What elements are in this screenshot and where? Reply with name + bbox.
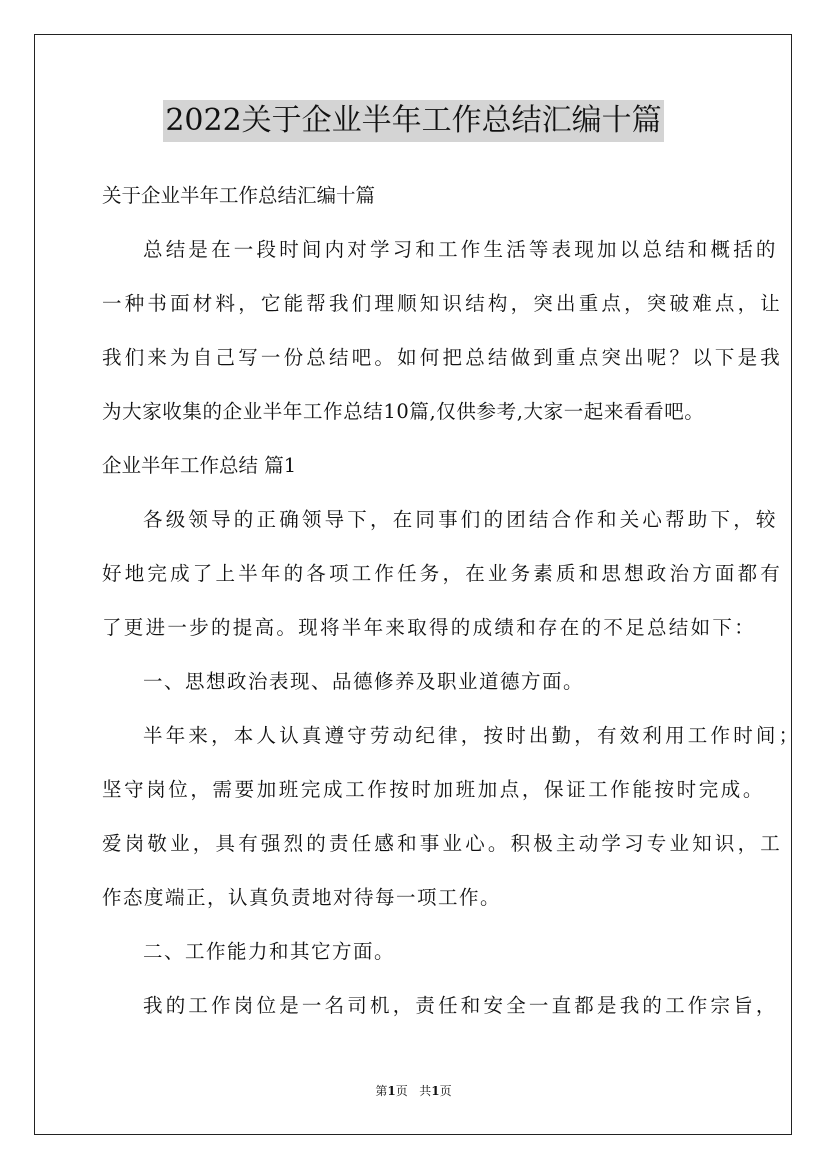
- paragraph-line: 半年来，本人认真遵守劳动纪律，按时出勤，有效利用工作时间；: [143, 724, 802, 747]
- page-prefix: 第: [375, 1084, 388, 1098]
- paragraph-line: 了更进一步的提高。现将半年来取得的成绩和存在的不足总结如下：: [102, 616, 757, 639]
- paragraph-line: 作态度端正，认真负责地对待每一项工作。: [102, 886, 502, 909]
- paragraph-line: 总结是在一段时间内对学习和工作生活等表现加以总结和概括的: [143, 238, 779, 261]
- paragraph-line: 我的工作岗位是一名司机，责任和安全一直都是我的工作宗旨，: [143, 994, 779, 1017]
- subsection-heading: 一、思想政治表现、品德修养及职业道德方面。: [143, 670, 585, 693]
- page-footer: [0, 1083, 827, 1099]
- page-suffix: 页: [439, 1084, 452, 1098]
- paragraph-line: 各级领导的正确领导下，在同事们的团结合作和关心帮助下，较: [143, 508, 779, 531]
- subtitle-line: 关于企业半年工作总结汇编十篇: [102, 184, 376, 207]
- total-page-number: 1: [431, 1084, 440, 1098]
- page-mid: 页 共: [395, 1084, 432, 1098]
- current-page-number: 1: [387, 1084, 396, 1098]
- paragraph-line: 坚守岗位，需要加班完成工作按时加班加点，保证工作能按时完成。: [102, 778, 766, 801]
- title-container: [0, 100, 827, 142]
- paragraph-line: 好地完成了上半年的各项工作任务，在业务素质和思想政治方面都有: [102, 562, 784, 585]
- paragraph-line: 我们来为自己写一份总结吧。如何把总结做到重点突出呢？以下是我: [102, 346, 784, 369]
- paragraph-line: 为大家收集的企业半年工作总结10篇,仅供参考,大家一起来看看吧。: [102, 400, 705, 423]
- document-title: 2022关于企业半年工作总结汇编十篇: [163, 100, 663, 142]
- paragraph-line: 一种书面材料，它能帮我们理顺知识结构，突出重点，突破难点，让: [102, 292, 784, 315]
- section-heading: 企业半年工作总结 篇1: [102, 454, 297, 477]
- subsection-heading: 二、工作能力和其它方面。: [143, 940, 396, 963]
- paragraph-line: 爱岗敬业，具有强烈的责任感和事业心。积极主动学习专业知识，工: [102, 832, 784, 855]
